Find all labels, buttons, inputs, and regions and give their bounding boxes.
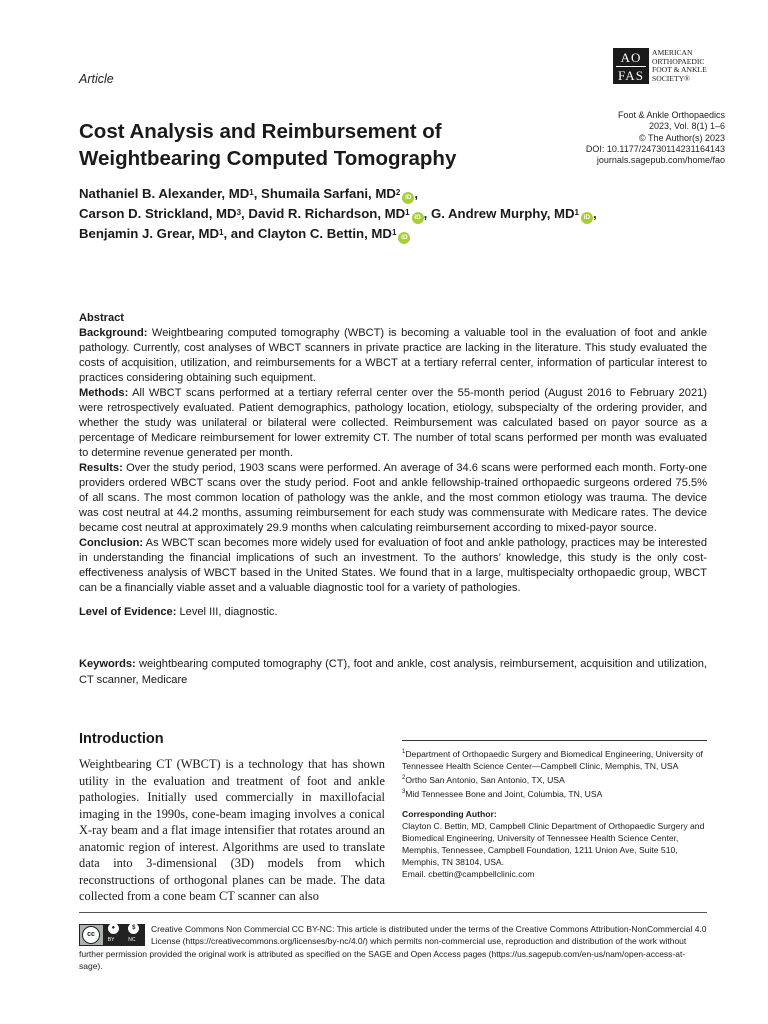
affiliation-2: $^2$Ortho San Antonio, San Antonio, TX, USA: [402, 774, 565, 785]
cc-by-nc-badge[interactable]: [79, 924, 145, 946]
aofas-logo-mark: AO FAS: [613, 48, 649, 84]
keywords: Keywords: weightbearing computed tomography (CT), foot and ankle, cost analysis, reimbursement, acquisition and utilization, CT scanner, Medicare: [79, 658, 707, 686]
level-of-evidence: Level of Evidence: Level III, diagnostic.: [79, 606, 278, 618]
journal-name: Foot & Ankle Orthopaedics: [617, 110, 725, 120]
journal-doi[interactable]: DOI: 10.1177/24730114231164143: [585, 143, 725, 154]
author-name: David R. Richardson, $MD^1iD$ ,: [248, 206, 431, 221]
paper-title: Cost Analysis and Reimbursement of Weightbearing Computed Tomography: [79, 120, 457, 170]
by-icon: ● BY: [108, 923, 119, 946]
introduction-text: Weightbearing CT (WBCT) is a technology that has shown utility in the evaluation and treatment of foot and ankle pathologies. Initially used commercially in maxillofacial imaging in the 1990s, cone-beam imaging involves a conical X-ray beam and a flat image intensifier that rotates around an anatomic region of interest. Algorithms are used to translate data into 3-dimensional (3D) models from which reconstructions of orthogonal planes can be made. The data collected from a cone beam CT scanner can also: [79, 757, 385, 903]
corresponding-author-address: Clayton C. Bettin, MD, Campbell Clinic Department of Orthopaedic Surgery and Biomedical Engineering, University of Tennessee Health Science Center, Memphis, Tennessee, Campbell Foundation, 1211 Union Ave, Suite 510, Memphis, TN 38104, USA.: [402, 820, 705, 867]
orcid-icon[interactable]: iD: [398, 232, 410, 244]
affiliation-marker: 1: [249, 188, 254, 197]
affiliation-marker: 1: [391, 228, 397, 237]
affiliation-marker: 3: [236, 208, 242, 217]
orcid-icon[interactable]: iD: [581, 212, 593, 224]
abstract-heading: Abstract: [79, 312, 125, 324]
affiliation-marker: 1: [574, 208, 579, 217]
affiliation-marker: 1: [405, 208, 410, 217]
journal-volume: 2023, Vol. 8(1) 1–6: [648, 121, 725, 132]
article-type-label: Article: [79, 72, 114, 86]
corresponding-author-email[interactable]: Email. cbettin@campbellclinic.com: [402, 868, 535, 879]
license-notice: [79, 912, 707, 972]
author-name: Shumaila Sarfani, $MD^2iD$ ,: [261, 186, 418, 201]
affiliation-1: $^1$Department of Orthopaedic Surgery and Biomedical Engineering, University of Tennessee Health Science Center—Campbell Clinic, Memphis, TN, USA: [402, 748, 703, 771]
aofas-logo: [613, 48, 725, 86]
abstract-background: Background: Weightbearing computed tomography (WBCT) is becoming a valuable tool in the evaluation of foot and ankle pathology. Currently, cost analyses of WBCT scanners in private practice are lacking in the literature. This study evaluated the costs of acquisition, utilization, and reimbursements for a WBCT at a tertiary referral center, information of particular interest to practices considering obtaining such equipment.: [79, 327, 707, 384]
journal-metadata: [586, 110, 725, 166]
author-name: Nathaniel B. Alexander, $MD^1$,: [79, 186, 262, 201]
nc-icon: $ NC: [128, 923, 139, 946]
orcid-icon[interactable]: iD: [412, 212, 424, 224]
journal-copyright: © The Author(s) 2023: [638, 132, 725, 143]
affiliation-marker: 2: [395, 188, 401, 197]
abstract-results: Results: Over the study period, 1903 scans were performed. An average of 34.6 scans were performed each month. Forty-one providers ordered WBCT scans over the study period. Foot and ankle fellowship-trained orthopaedic surgeons ordered 75.5% of all scans. The most common location of pathology was the ankle, and the most common etiology was trauma. The device was cost neutral at 44.2 months, assuming reimbursement for each study was commensurate with Medicare rates. The device became cost neutral at approximately 29.9 months when calculating reimbursement according to mixed-payor source.: [79, 462, 707, 534]
abstract-methods: Methods: All WBCT scans performed at a tertiary referral center over the 55-month period (August 2016 to February 2021) were retrospectively evaluated. Patient demographics, pathology location, etiology, subspecialty of the ordering provider, and whether the study was unilateral or bilateral were collected. Reimbursement was calculated based on payor source as a percentage of Medicare reimbursement for lower extremity CT. The number of total scans performed per month was evaluated to determine revenue generated per month.: [79, 387, 707, 459]
cc-icon: cc: [82, 926, 100, 944]
author-name: G. Andrew Murphy, $MD^1iD$ ,: [431, 206, 597, 221]
affiliations-footnote: [402, 740, 707, 880]
author-name: Clayton C. Bettin, $MD^1iD$: [258, 226, 411, 241]
author-name: Carson D. Strickland, $MD^3$,: [79, 206, 249, 221]
corresponding-author-heading: Corresponding Author:: [402, 808, 497, 819]
author-list: [79, 184, 729, 244]
introduction-heading: Introduction: [79, 731, 164, 747]
author-name: Benjamin J. Grear, $MD^1$, and: [79, 226, 258, 241]
abstract: [79, 311, 707, 620]
orcid-icon[interactable]: iD: [402, 192, 414, 204]
abstract-conclusion: Conclusion: As WBCT scan becomes more widely used for evaluation of foot and ankle pathology, practices may be interested in understanding the financial implications of such an investment. To the authors’ knowledge, this study is the only cost-effectiveness analysis of WBCT based in the United States. We found that in a large, multispecialty orthopaedic group, WBCT can be a financially viable asset and a valuable diagnostic tool for a variety of pathologies.: [79, 537, 707, 594]
aofas-logo-text: AMERICAN ORTHOPAEDIC FOOT & ANKLE SOCIETY®: [652, 48, 707, 83]
license-text: Creative Commons Non Commercial CC BY-NC: This article is distributed under the terms of the Creative Commons Attribution-NonCommercial 4.0 License (https://creativecommons.org/licenses/by-nc/4.0/) which permits non-commercial use, reproduction and distribution of the work without further permission provided the original work is attributed as specified on the SAGE and Open Access pages (https://us.sagepub.com/en-us/nam/open-access-at-sage).: [79, 924, 707, 971]
affiliation-3: $^3$Mid Tennessee Bone and Joint, Columbia, TN, USA: [402, 788, 603, 799]
affiliation-marker: 1: [218, 228, 224, 237]
journal-url[interactable]: journals.sagepub.com/home/fao: [596, 155, 725, 166]
